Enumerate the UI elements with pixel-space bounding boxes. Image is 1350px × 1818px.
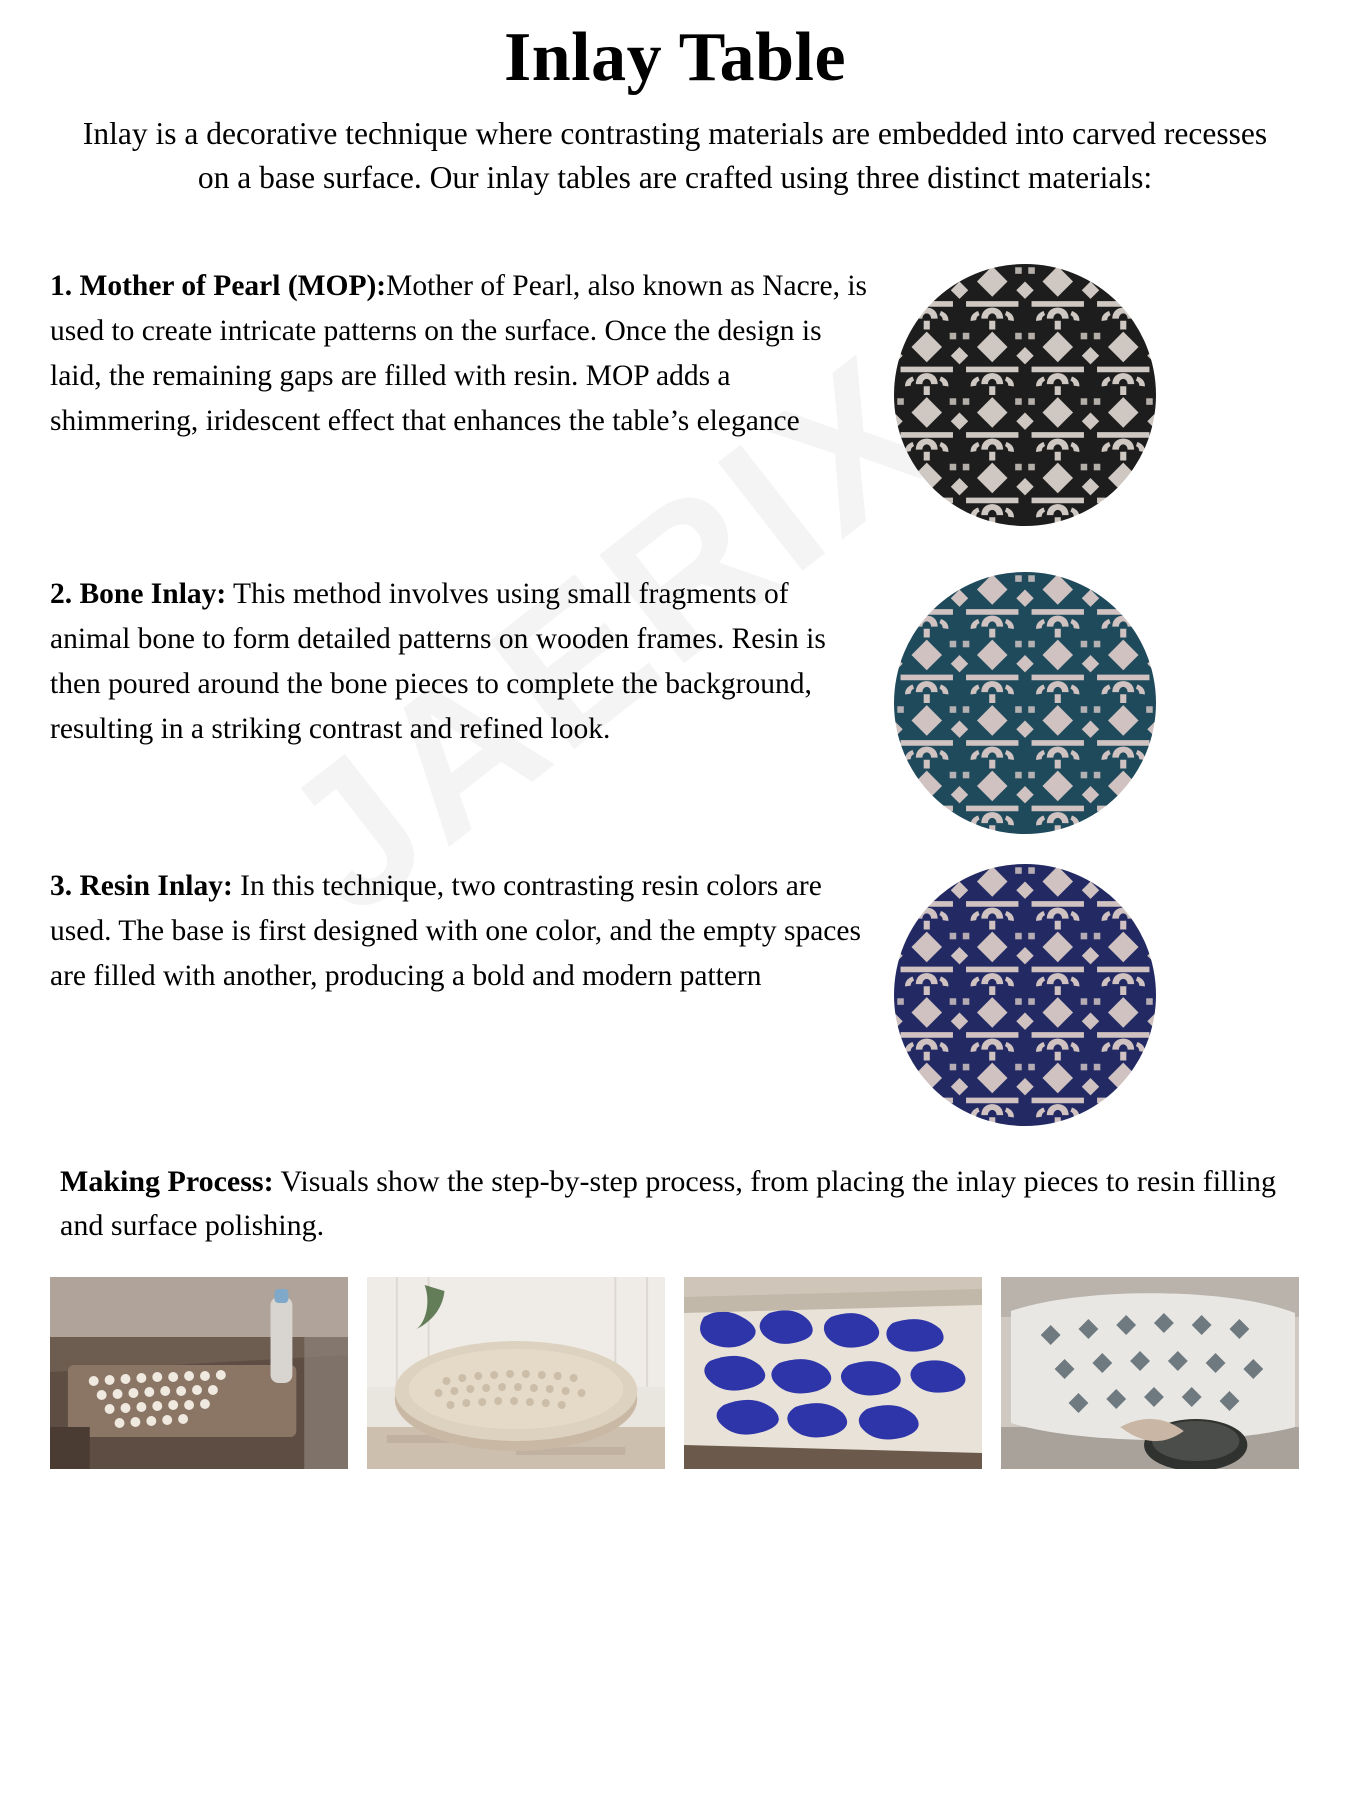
process-photo-row [50,1277,1300,1469]
material-separator: : [376,270,387,303]
material-heading: Mother of Pearl (MOP) [79,270,377,303]
material-swatch-wrapper [894,864,1156,1126]
material-swatch-wrapper [894,264,1156,526]
making-process-section [50,1160,1300,1469]
material-text [50,864,870,998]
material-heading: Bone Inlay: [79,578,227,611]
intro-paragraph: Inlay is a decorative technique where contrasting materials are embedded into carved recesses on a base surface. Our inlay tables are crafted using three distinct materials: [82,116,1268,196]
making-process-text [50,1160,1300,1247]
page-title: Inlay Table [503,19,847,96]
material-heading: Resin Inlay: [79,870,233,903]
making-process-heading: Making Process: [60,1165,274,1199]
resin-inlay-swatch [894,864,1156,1126]
material-number: 2. [50,578,73,611]
material-number: 3. [50,870,73,903]
material-swatch-wrapper [894,572,1156,834]
photo-finished-oval-table [367,1277,665,1469]
material-body: This method involves using small fragments of animal bone to form detailed patterns on wooden frames. Resin is then poured around the bone pieces to complete the background, resulting in a striking contrast and refined look. [50,578,826,745]
bone-inlay-swatch [894,572,1156,834]
material-body: Mother of Pearl, also known as Nacre, is used to create intricate patterns on the surface. Once the design is laid, the remaining gaps are filled with resin. MOP adds a shimmering, iridescent effect that enhances the table’s elegance [50,270,868,437]
materials-list [50,264,1300,1126]
making-process-body: Visuals show the step-by-step process, from placing the inlay pieces to resin filling and surface polishing. [60,1165,1277,1242]
material-section-mother-of-pearl [50,264,1300,526]
material-section-bone-inlay [50,572,1300,834]
material-body: In this technique, two contrasting resin colors are used. The base is first designed with one color, and the empty spaces are filled with another, producing a bold and modern pattern [50,870,861,992]
material-section-resin-inlay [50,864,1300,1126]
material-number: 1. [50,270,73,303]
photo-placing-inlay-pieces [50,1277,348,1469]
photo-resin-filling [684,1277,982,1469]
material-text [50,572,870,751]
document-page [0,18,1350,1469]
mother-of-pearl-swatch [894,264,1156,526]
material-text [50,264,870,443]
photo-surface-polishing [1001,1277,1299,1469]
